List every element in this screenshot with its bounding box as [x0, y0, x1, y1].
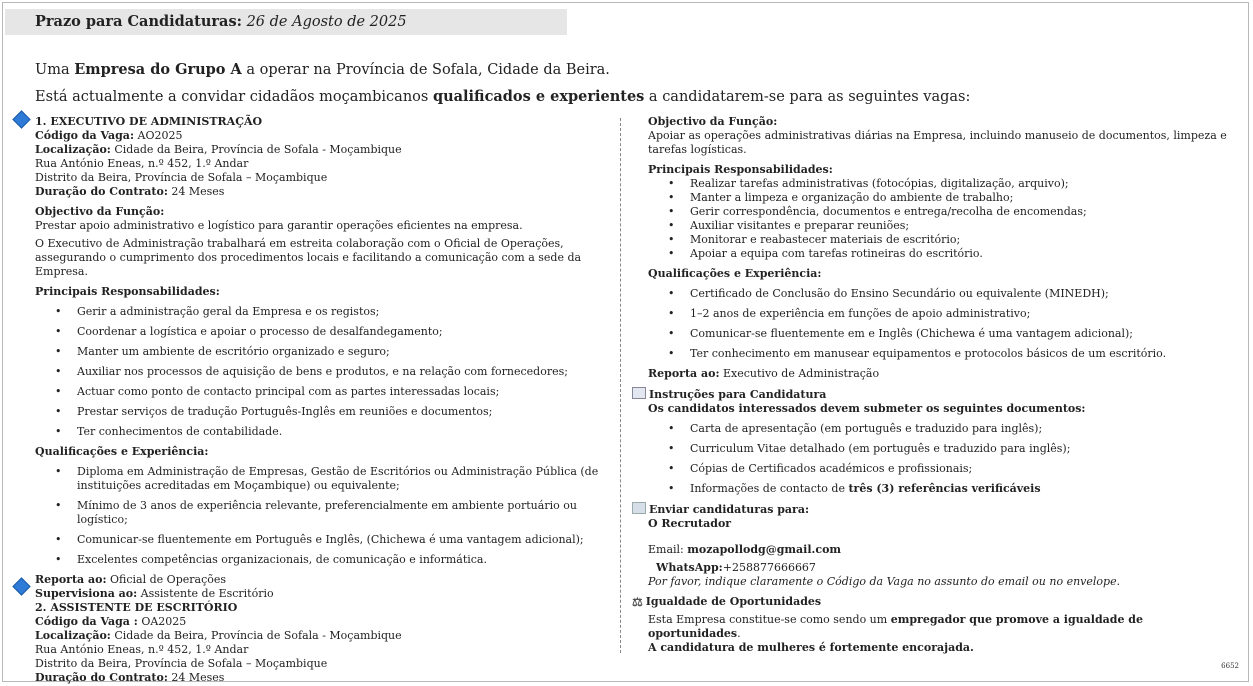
- right-column: [632, 115, 1228, 655]
- job2-objective-heading: Objectivo da Função:: [648, 115, 778, 128]
- send-heading: Enviar candidaturas para:: [632, 502, 1228, 517]
- company-name: Empresa do Grupo A: [74, 61, 242, 78]
- list-item: • Diploma em Administração de Empresas, Gestão de Escritórios ou Administração Pública (de instituições acreditadas em Moçambique) ou equivalente;: [35, 465, 615, 493]
- job2-address-2: Distrito da Beira, Província de Sofala – Moçambique: [35, 657, 328, 670]
- job1-qual-heading: Qualificações e Experiência:: [35, 445, 209, 458]
- list-item: • Apoiar a equipa com tarefas rotineiras do escritório.: [648, 247, 1228, 261]
- list-item: • Comunicar-se fluentemente em e Inglês (Chichewa é uma vantagem adicional);: [648, 327, 1228, 341]
- list-item: • Excelentes competências organizacionais, de comunicação e informática.: [35, 553, 615, 567]
- list-item: • Mínimo de 3 anos de experiência relevante, preferencialmente em ambiente portuário ou logístico;: [35, 499, 615, 527]
- scale-icon: ⚖: [632, 595, 643, 609]
- deadline-date: 26 de Agosto de 2025: [246, 14, 407, 30]
- job2-duration: Duração do Contrato: 24 Meses: [35, 671, 225, 684]
- recipient: O Recrutador: [648, 517, 732, 530]
- list-item: • Curriculum Vitae detalhado (em português e traduzido para inglês);: [648, 442, 1228, 456]
- job2-code: Código da Vaga : OA2025: [35, 615, 187, 628]
- job1-duration: Duração do Contrato: 24 Meses: [35, 185, 225, 198]
- list-item: • Informações de contacto de três (3) referências verificáveis: [648, 482, 1228, 496]
- list-item: • Cópias de Certificados académicos e profissionais;: [648, 462, 1228, 476]
- job2-qual-heading: Qualificações e Experiência:: [648, 267, 822, 280]
- whatsapp-line: WhatsApp:+258877666667: [656, 561, 816, 574]
- job2-reports-to: Reporta ao: Executivo de Administração: [648, 367, 880, 380]
- job2-title: 2. ASSISTENTE DE ESCRITÓRIO: [35, 601, 238, 614]
- deadline-label: Prazo para Candidaturas:: [35, 13, 242, 30]
- page-number: 6652: [1221, 662, 1239, 670]
- list-item: • 1–2 anos de experiência em funções de apoio administrativo;: [648, 307, 1228, 321]
- equality-text: Esta Empresa constitue-se como sendo um empregador que promove a igualdade de oportunidades.: [648, 613, 1143, 640]
- mailbox-icon: [632, 502, 646, 514]
- instructions-heading: Instruções para Candidatura: [632, 387, 1228, 402]
- list-item: • Actuar como ponto de contacto principal com as partes interessadas locais;: [35, 385, 615, 399]
- job1-supervises: Supervisiona ao: Assistente de Escritório: [35, 587, 274, 600]
- intro-line-1: [35, 61, 610, 78]
- documents-list: [648, 422, 1228, 496]
- job2-address-1: Rua António Eneas, n.º 452, 1.º Andar: [35, 643, 249, 656]
- list-item: • Prestar serviços de tradução Português-Inglês em reuniões e documentos;: [35, 405, 615, 419]
- envelope-icon: [632, 387, 646, 399]
- list-item: • Auxiliar nos processos de aquisição de bens e produtos, e na relação com fornecedores;: [35, 365, 615, 379]
- list-item: • Carta de apresentação (em português e traduzido para inglês);: [648, 422, 1228, 436]
- job2-resp-heading: Principais Responsabilidades:: [648, 163, 833, 176]
- job1-resp-heading: Principais Responsabilidades:: [35, 285, 220, 298]
- job2-resp-list: [648, 177, 1228, 261]
- whatsapp-number[interactable]: +258877666667: [722, 561, 816, 574]
- list-item: • Coordenar a logística e apoiar o processo de desalfandegamento;: [35, 325, 615, 339]
- job2-location: Localização: Cidade da Beira, Província de Sofala - Moçambique: [35, 629, 402, 642]
- email-link[interactable]: mozapollodg@gmail.com: [687, 543, 842, 556]
- list-item: • Comunicar-se fluentemente em Português e Inglês, (Chichewa é uma vantagem adicional);: [35, 533, 615, 547]
- column-divider: [620, 118, 621, 653]
- list-item: • Ter conhecimentos de contabilidade.: [35, 425, 615, 439]
- job1-reports-to: Reporta ao: Oficial de Operações: [35, 573, 227, 586]
- list-item: • Realizar tarefas administrativas (fotocópias, digitalização, arquivo);: [648, 177, 1228, 191]
- intro-line-2: [35, 88, 970, 105]
- intro-text: Está actualmente a convidar cidadãos moçambicanos: [35, 89, 433, 105]
- send-note: Por favor, indique claramente o Código da Vaga no assunto do email ou no envelope.: [648, 575, 1121, 588]
- deadline-banner: [5, 9, 567, 35]
- list-item: • Auxiliar visitantes e preparar reuniões;: [648, 219, 1228, 233]
- instructions-intro: Os candidatos interessados devem submeter os seguintes documentos:: [648, 402, 1086, 415]
- email-line: Email: mozapollodg@gmail.com: [648, 543, 842, 556]
- job1-resp-list: [35, 305, 615, 439]
- intro-text: a candidatarem-se para as seguintes vagas:: [644, 89, 971, 105]
- job1-address-2: Distrito da Beira, Província de Sofala – Moçambique: [35, 171, 328, 184]
- list-item: • Ter conhecimento em manusear equipamentos e protocolos básicos de um escritório.: [648, 347, 1228, 361]
- job1-code: Código da Vaga: AO2025: [35, 129, 183, 142]
- job1-objective-2: O Executivo de Administração trabalhará em estreita colaboração com o Oficial de Operações, assegurando o cumprimento dos procedimentos locais e facilitando a comunicação com a sede da Empresa.: [35, 237, 582, 278]
- job1-objective-heading: Objectivo da Função:: [35, 205, 165, 218]
- intro-emphasis: qualificados e experientes: [432, 88, 645, 105]
- intro-text: Uma: [35, 62, 75, 78]
- list-item: • Monitorar e reabastecer materiais de escritório;: [648, 233, 1228, 247]
- equality-text-2: A candidatura de mulheres é fortemente encorajada.: [648, 641, 974, 654]
- job1-location: Localização: Cidade da Beira, Província de Sofala - Moçambique: [35, 143, 402, 156]
- list-item: • Manter a limpeza e organização do ambiente de trabalho;: [648, 191, 1228, 205]
- job1-address-1: Rua António Eneas, n.º 452, 1.º Andar: [35, 157, 249, 170]
- list-item: • Gerir correspondência, documentos e entrega/recolha de encomendas;: [648, 205, 1228, 219]
- list-item: • Certificado de Conclusão do Ensino Secundário ou equivalente (MINEDH);: [648, 287, 1228, 301]
- list-item: • Manter um ambiente de escritório organizado e seguro;: [35, 345, 615, 359]
- list-item: • Gerir a administração geral da Empresa e os registos;: [35, 305, 615, 319]
- job2-qual-list: [648, 287, 1228, 361]
- equality-heading: ⚖ Igualdade de Oportunidades: [632, 595, 822, 609]
- job2-objective-1: Apoiar as operações administrativas diárias na Empresa, incluindo manuseio de documentos, limpeza e tarefas logísticas.: [648, 129, 1227, 156]
- job1-qual-list: [35, 465, 615, 567]
- intro-text: a operar na Província de Sofala, Cidade da Beira.: [241, 62, 610, 78]
- job1-title: 1. EXECUTIVO DE ADMINISTRAÇÃO: [35, 115, 263, 128]
- left-column: [35, 115, 615, 685]
- job1-objective-1: Prestar apoio administrativo e logístico para garantir operações eficientes na empresa.: [35, 219, 523, 232]
